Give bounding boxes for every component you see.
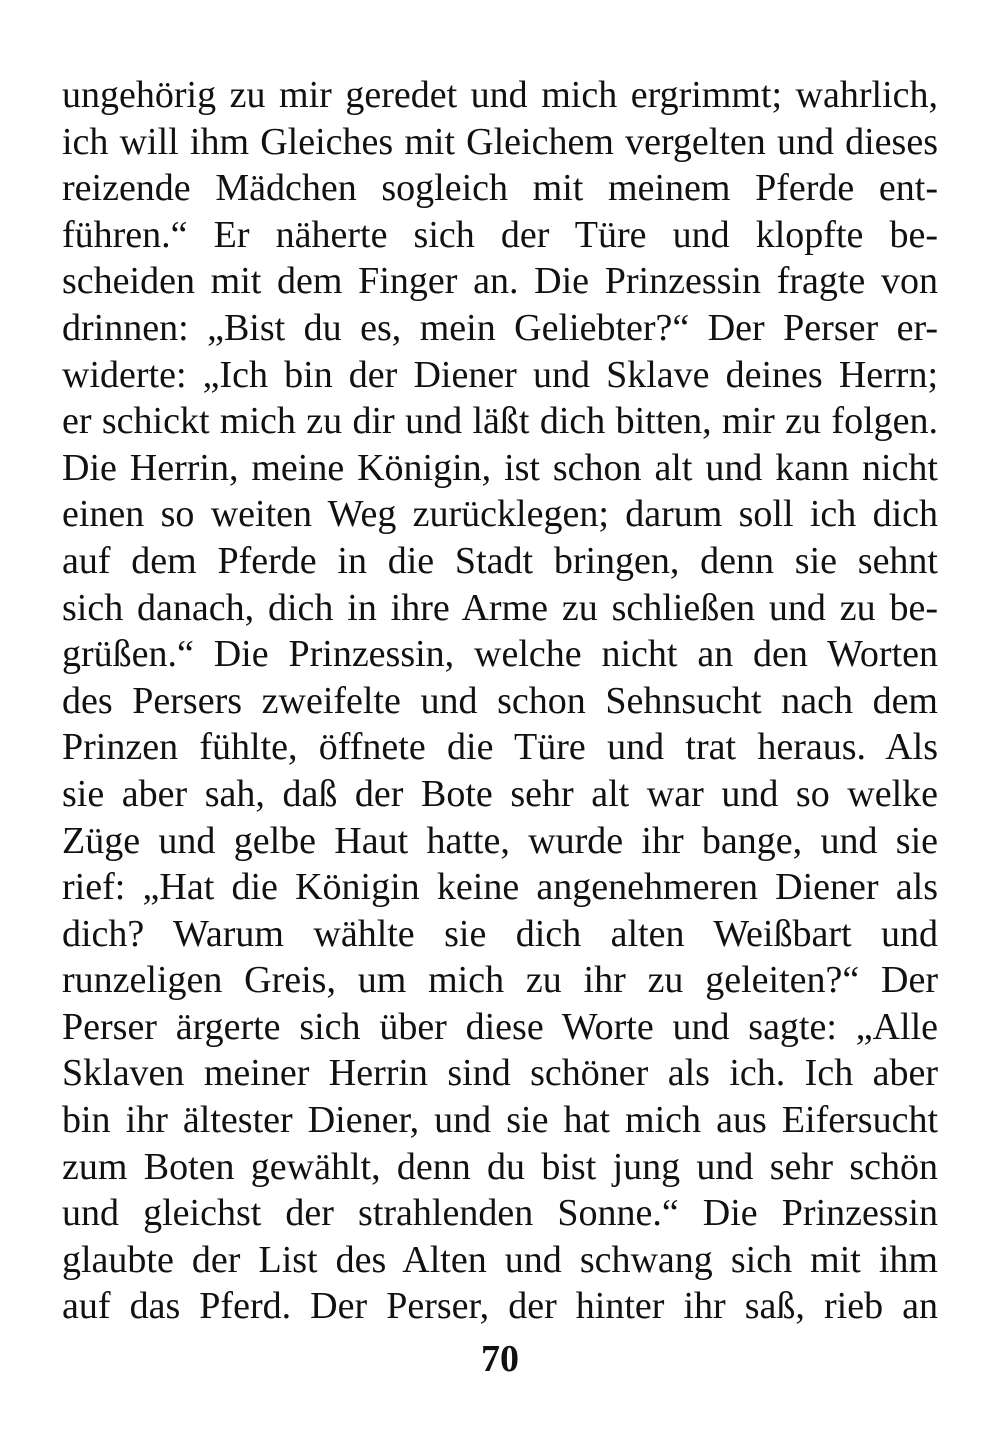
text-line: ungehörig zu mir geredet und mich ergrimmt; wahrlich, xyxy=(62,74,938,116)
text-line: Sklaven meiner Herrin sind schöner als ich. Ich aber xyxy=(62,1052,938,1095)
text-line: sich danach, dich in ihre Arme zu schließen und zu be- xyxy=(62,586,938,629)
text-line: zum Boten gewählt, denn du bist jung und sehr schön xyxy=(62,1145,938,1188)
text-line: und gleichst der strahlenden Sonne.“ Die Prinzessin xyxy=(62,1192,938,1235)
text-line: bin ihr ältester Diener, und sie hat mich aus Eifersucht xyxy=(62,1099,938,1142)
text-line: des Persers zweifelte und schon Sehnsucht nach dem xyxy=(62,679,938,722)
text-line: Züge und gelbe Haut hatte, wurde ihr bange, und sie xyxy=(62,819,938,862)
text-line: runzeligen Greis, um mich zu ihr zu geleiten?“ Der xyxy=(62,959,938,1002)
text-line: sie aber sah, daß der Bote sehr alt war und so welke xyxy=(62,772,938,815)
text-line: einen so weiten Weg zurücklegen; darum soll ich dich xyxy=(62,493,938,536)
text-line: dich? Warum wählte sie dich alten Weißbart und xyxy=(62,912,938,955)
text-line: Die Herrin, meine Königin, ist schon alt und kann nicht xyxy=(62,446,938,489)
body-text xyxy=(62,72,938,1330)
text-line: grüßen.“ Die Prinzessin, welche nicht an den Worten xyxy=(62,633,938,676)
text-line: widerte: „Ich bin der Diener und Sklave deines Herrn; xyxy=(62,353,938,396)
text-line: führen.“ Er näherte sich der Türe und klopfte be- xyxy=(62,213,938,256)
text-line: drinnen: „Bist du es, mein Geliebter?“ Der Perser er- xyxy=(62,306,938,349)
text-line: rief: „Hat die Königin keine angenehmeren Diener als xyxy=(62,866,938,909)
page-number: 70 xyxy=(481,1338,519,1380)
text-line: Perser ärgerte sich über diese Worte und sagte: „Alle xyxy=(62,1005,938,1048)
text-line: glaubte der List des Alten und schwang sich mit ihm xyxy=(62,1238,938,1281)
text-line: reizende Mädchen sogleich mit meinem Pferde ent- xyxy=(62,167,938,210)
text-line: auf dem Pferde in die Stadt bringen, denn sie sehnt xyxy=(62,539,938,582)
text-line: er schickt mich zu dir und läßt dich bitten, mir zu folgen. xyxy=(62,400,938,443)
text-line: ich will ihm Gleiches mit Gleichem vergelten und dieses xyxy=(62,120,938,163)
text-line: Prinzen fühlte, öffnete die Türe und trat heraus. Als xyxy=(62,726,938,769)
text-line: scheiden mit dem Finger an. Die Prinzessin fragte von xyxy=(62,260,938,303)
text-line: auf das Pferd. Der Perser, der hinter ihr saß, rieb an xyxy=(62,1285,938,1328)
